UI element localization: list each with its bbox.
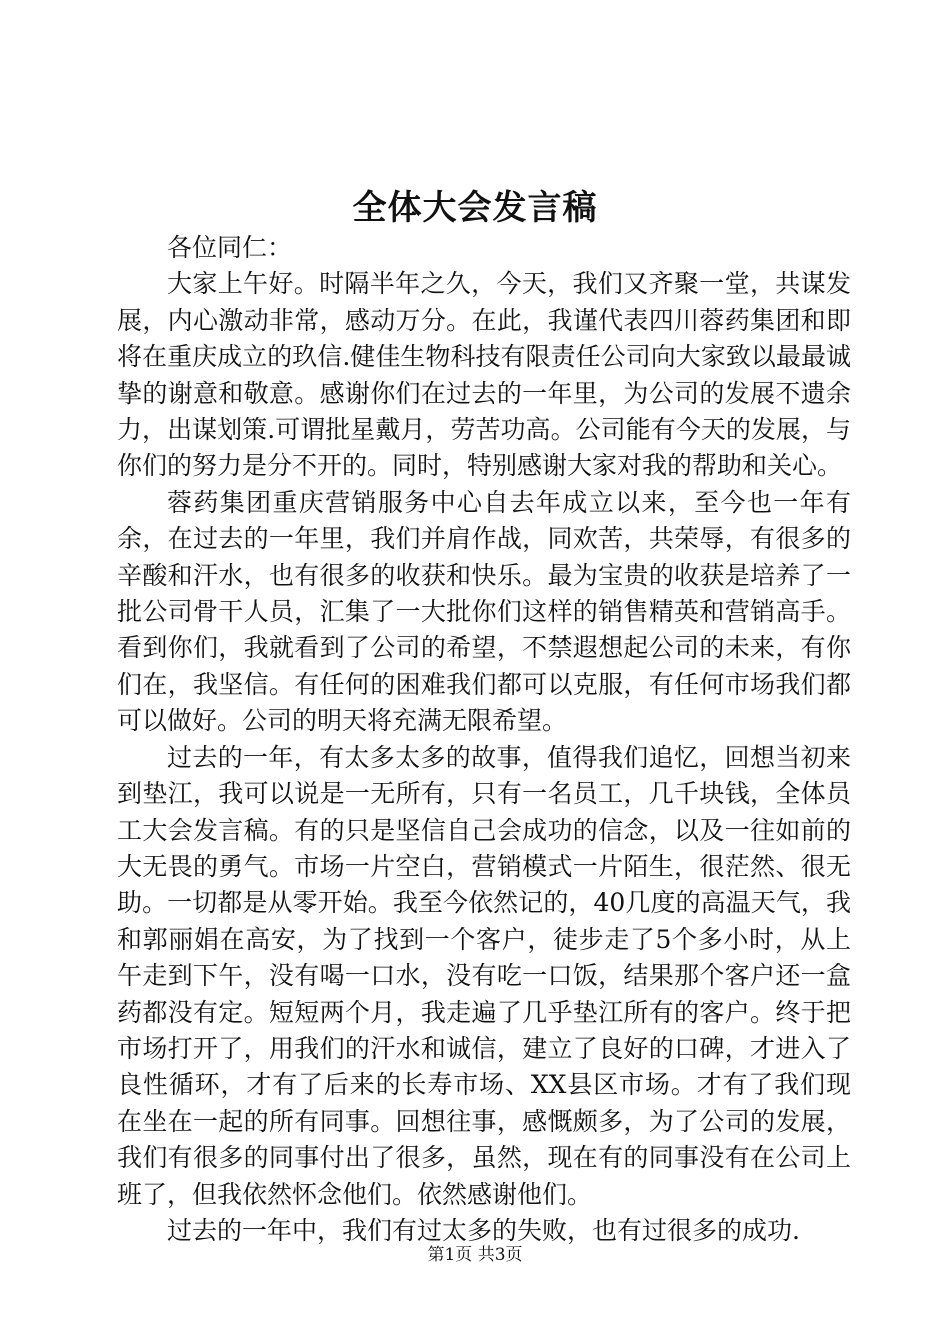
paragraph-4: 过去的一年中，我们有过太多的失败，也有过很多的成功.	[167, 1215, 800, 1245]
document-title: 全体大会发言稿	[352, 188, 598, 228]
paragraph-1: 大家上午好。时隔半年之久，今天，我们又齐聚一堂，共谋发展，内心激动非常，感动万分。在此，我谨代表四川蓉药集团和即将在重庆成立的玖信.健佳生物科技有限责任公司向大家致以最最诚挚的谢意和敬意。感谢你们在过去的一年里，为公司的发展不遗余力，出谋划策.可谓批星戴月，劳苦功高。公司能有今天的发展，与你们的努力是分不开的。同时，特别感谢大家对我的帮助和关心。	[117, 269, 851, 481]
salutation: 各位同仁：	[167, 233, 293, 262]
paragraph-2: 蓉药集团重庆营销服务中心自去年成立以来，至今也一年有余，在过去的一年里，我们并肩作战，同欢苦，共荣辱，有很多的辛酸和汗水，也有很多的收获和快乐。最为宝贵的收获是培养了一批公司骨干人员，汇集了一大批你们这样的销售精英和营销高手。看到你们，我就看到了公司的希望，不禁遐想起公司的未来，有你们在，我坚信。有任何的困难我们都可以克服，有任何市场我们都可以做好。公司的明天将充满无限希望。	[117, 487, 851, 736]
page-footer: 第1页 共3页	[427, 1245, 523, 1265]
paragraph-3: 过去的一年，有太多太多的故事，值得我们追忆，回想当初来到垫江，我可以说是一无所有，只有一名员工，几千块钱，全体员工大会发言稿。有的只是坚信自己会成功的信念，以及一往如前的大无畏的勇气。市场一片空白，营销模式一片陌生，很茫然、很无助。一切都是从零开始。我至今依然记的，40几度的高温天气，我和郭丽娟在高安，为了找到一个客户，徒步走了5个多小时，从上午走到下午，没有喝一口水，没有吃一口饭，结果那个客户还一盒药都没有定。短短两个月，我走遍了几乎垫江所有的客户。终于把市场打开了，用我们的汗水和诚信，建立了良好的口碑，才进入了良性循环，才有了后来的长寿市场、XX县区市场。才有了我们现在坐在一起的所有同事。回想往事，感慨颇多，为了公司的发展，我们有很多的同事付出了很多，虽然，现在有的同事没有在公司上班了，但我依然怀念他们。依然感谢他们。	[117, 742, 851, 1209]
document-body	[117, 230, 851, 1249]
